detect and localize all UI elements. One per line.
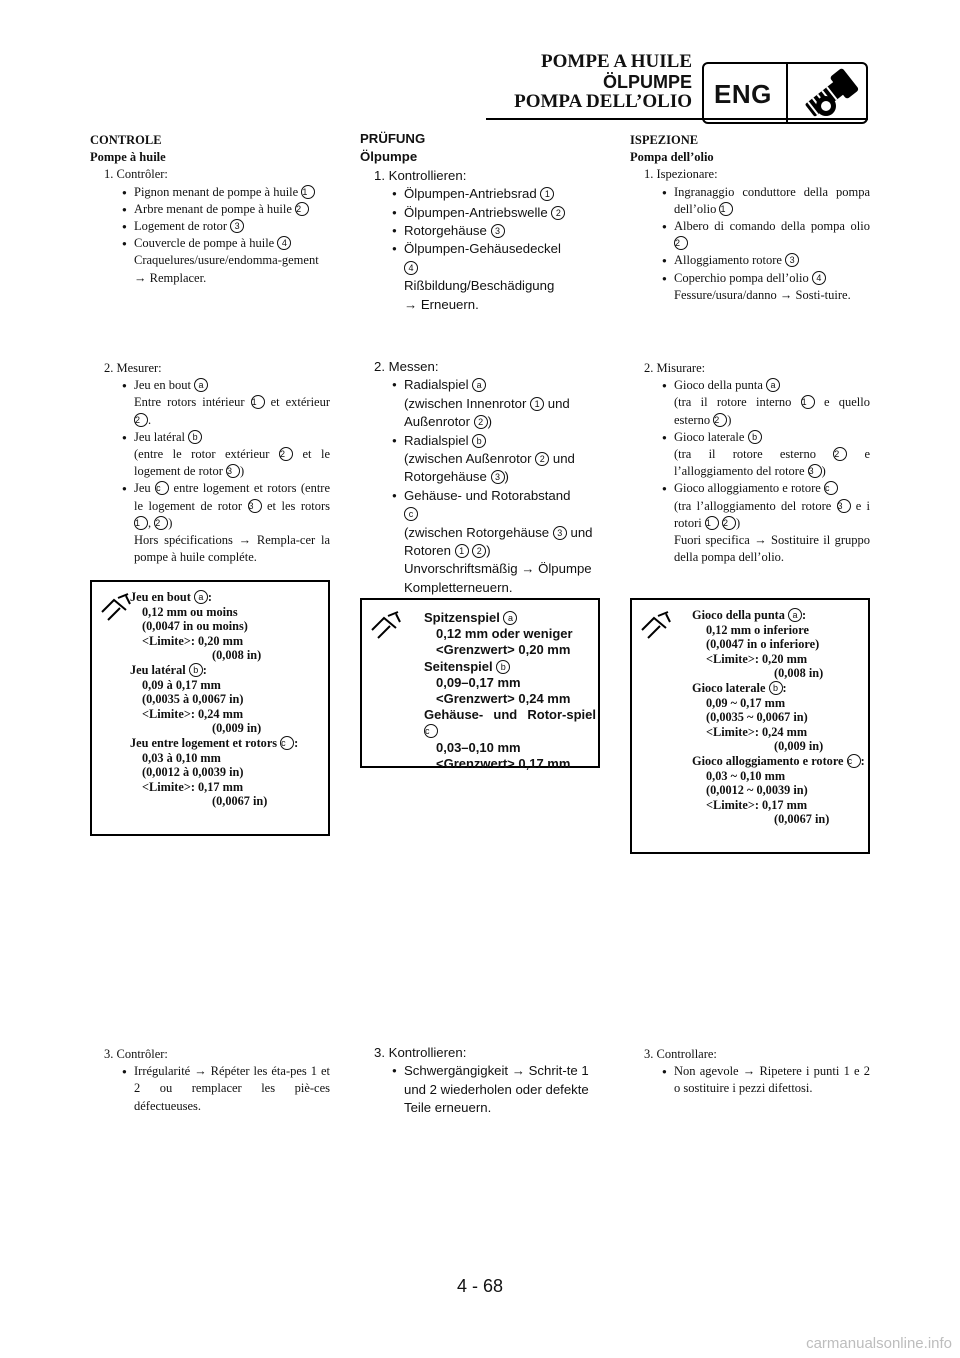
section3-it: [630, 1046, 870, 1098]
step-3: 3. Contrôler:: [104, 1047, 168, 1061]
spec-box-de: [360, 598, 600, 771]
spec-box-fr: [90, 580, 330, 836]
bullet: ● Gioco laterale b: [630, 429, 870, 446]
step-3: 3. Kontrollieren:: [374, 1045, 467, 1060]
note: Hors spécifications → Rempla-cer la pompe à huile compléte.: [134, 533, 330, 565]
bullet: ● Radialspiel b: [360, 432, 600, 450]
bullet: ● Ingranaggio conduttore della pompa dell’olio 1: [630, 184, 870, 218]
title-de: ÖLPUMPE: [602, 72, 692, 92]
spec-text: Spitzenspiel a 0,12 mm oder weniger <Grenzwert> 0,20 mm Seitenspiel b 0,09–0,17 mm <Grenzwert> 0,24 mm Gehäuse- und Rotor-spiel c 0,03–0,10 mm <Grenzwert> 0,17 mm: [424, 610, 596, 771]
bullet: ● Radialspiel a: [360, 376, 600, 394]
bullet: ● Ölpumpen-Antriebswelle 2: [360, 204, 600, 222]
bullet: ● Coperchio pompa dell’olio 4: [630, 270, 870, 287]
bullet: ● Rotorgehäuse 3: [360, 222, 600, 240]
step-3: 3. Controllare:: [644, 1047, 717, 1061]
note: Fuori specifica → Sostituire il gruppo della pompa dell’olio.: [674, 533, 870, 565]
step-1: 1. Kontrollieren:: [374, 167, 467, 183]
heading: CONTROLE: [90, 133, 162, 147]
section3-fr: [90, 1046, 330, 1115]
feeler-gauge-icon: [638, 608, 678, 648]
bullet: ● Arbre menant de pompe à huile 2: [90, 201, 330, 218]
section3-de: [360, 1044, 600, 1118]
page-number: 4 - 68: [456, 1276, 504, 1296]
section2-it: 2. Misurare: ● Gioco della punta a (tra il rotore interno 1 e quello esterno 2 ) ● Gioco laterale b (tra il rotore esterno 2 e l’alloggiamento del rotore 3 ) ● Gioco alloggiamento e rotore c (tra l’alloggiamento del rotore 3 e i rotori 1 2 ) Fuori specifica → Sostituire il gruppo della pompa dell’olio.: [630, 360, 870, 566]
note: Unvorschriftsmäßig → Ölpumpe Kompletterneuern.: [404, 561, 592, 595]
step-2: 2. Misurare:: [644, 361, 706, 375]
bullet: ● Couvercle de pompe à huile 4: [90, 235, 330, 252]
section2-de: 2. Messen: ● Radialspiel a (zwischen Innenrotor 1 und Außenrotor 2 ) ● Radialspiel b (zwischen Außenrotor 2 und Rotorgehäuse 3 ) ● Gehäuse- und Rotorabstand c (zwischen Rotorgehäuse 3 und Rotoren 1 2 ) Unvorschriftsmäßig → Ölpumpe Kompletterneuern.: [360, 358, 600, 597]
note: Fessure/usura/danno → Sosti-tuire.: [674, 287, 851, 302]
subheading: Ölpumpe: [360, 149, 418, 165]
note: Rißbildung/Beschädigung: [404, 278, 555, 294]
bullet: ● Jeu en bout a: [90, 377, 330, 394]
bullet: ● Jeu c entre logement et rotors (entre le logement de rotor 3 et les rotors 1 , 2 ): [90, 480, 330, 532]
eng-badge: [702, 62, 868, 124]
spec-text: Jeu en bout a : 0,12 mm ou moins (0,0047 in ou moins) <Limite>: 0,20 mm (0,008 in) Jeu latéral b : 0,09 à 0,17 mm (0,0035 à 0,0067 in) <Limite>: 0,24 mm (0,009 in) Jeu entre logement et rotors c : 0,03 à 0,10 mm (0,0012 à 0,0039 in) <Limite>: 0,17 mm (0,0067 in): [130, 590, 299, 809]
step-2: 2. Messen:: [374, 359, 439, 374]
bullet: ● Irrégularité → Répéter les éta-pes 1 et 2 ou remplacer les piè-ces défectueuses.: [90, 1063, 330, 1115]
subheading: Pompe à huile: [90, 150, 166, 165]
section1-de: [360, 130, 600, 314]
note: → Erneuern.: [404, 296, 479, 312]
bullet: ● Ölpumpen-Gehäusedeckel 4: [360, 240, 600, 277]
bullet: ● Jeu latéral b: [90, 429, 330, 446]
bullet: ● Pignon menant de pompe à huile 1: [90, 184, 330, 201]
bullet: ● Albero di comando della pompa olio 2: [630, 218, 870, 252]
wrench-bolt-icon: [798, 68, 864, 120]
feeler-gauge-icon: [368, 608, 408, 648]
step-1: 1. Contrôler:: [104, 167, 168, 182]
heading: ISPEZIONE: [630, 133, 699, 147]
bullet: ● Logement de rotor 3: [90, 218, 330, 235]
bullet: ● Gioco alloggiamento e rotore c: [630, 480, 870, 497]
watermark: carmanualsonline.info: [806, 1335, 952, 1352]
bullet: ● Schwergängigkeit → Schrit-te 1 und 2 wiederholen oder defekte Teile erneuern.: [360, 1062, 600, 1117]
bullet: ● Non agevole → Ripetere i punti 1 e 2 o sostituire i pezzi difettosi.: [630, 1063, 870, 1097]
bullet: ● Gioco della punta a: [630, 377, 870, 394]
heading: PRÜFUNG: [360, 131, 426, 146]
page-header-titles: [514, 52, 692, 112]
bullet: ● Gehäuse- und Rotorabstand c: [360, 487, 600, 524]
eng-label: ENG: [714, 79, 772, 109]
note: Craquelures/usure/endomma-gement → Remplacer.: [134, 253, 319, 285]
bullet: ● Ölpumpen-Antriebsrad 1: [360, 185, 600, 203]
section2-fr: 2. Mesurer: ● Jeu en bout a Entre rotors intérieur 1 et extérieur 2 . ● Jeu latéral b (entre le rotor extérieur 2 et le logement de rotor 3 ) ● Jeu c entre logement et rotors (entre le logement de rotor 3 et les rotors 1 , 2 ) Hors spécifications → Rempla-cer la pompe à huile compléte.: [90, 360, 330, 566]
step-1: 1. Ispezionare:: [644, 167, 718, 182]
title-fr: POMPE A HUILE: [541, 51, 692, 72]
bullet: ● Alloggiamento rotore 3: [630, 252, 870, 269]
spec-text: Gioco della punta a : 0,12 mm o inferiore (0,0047 in o inferiore) <Limite>: 0,20 mm (0,008 in) Gioco laterale b : 0,09 ~ 0,17 mm (0,0035 ~ 0,0067 in) <Limite>: 0,24 mm (0,009 in) Gioco alloggiamento e rotore c : 0,03 ~ 0,10 mm (0,0012 ~ 0,0039 in) <Limite>: 0,17 mm (0,0067 in): [692, 608, 865, 827]
section1-fr: [90, 132, 330, 287]
section1-it: [630, 132, 870, 304]
subheading: Pompa dell’olio: [630, 150, 714, 165]
step-2: 2. Mesurer:: [104, 361, 162, 375]
title-it: POMPA DELL’OLIO: [514, 91, 692, 112]
spec-box-it: [630, 598, 870, 854]
